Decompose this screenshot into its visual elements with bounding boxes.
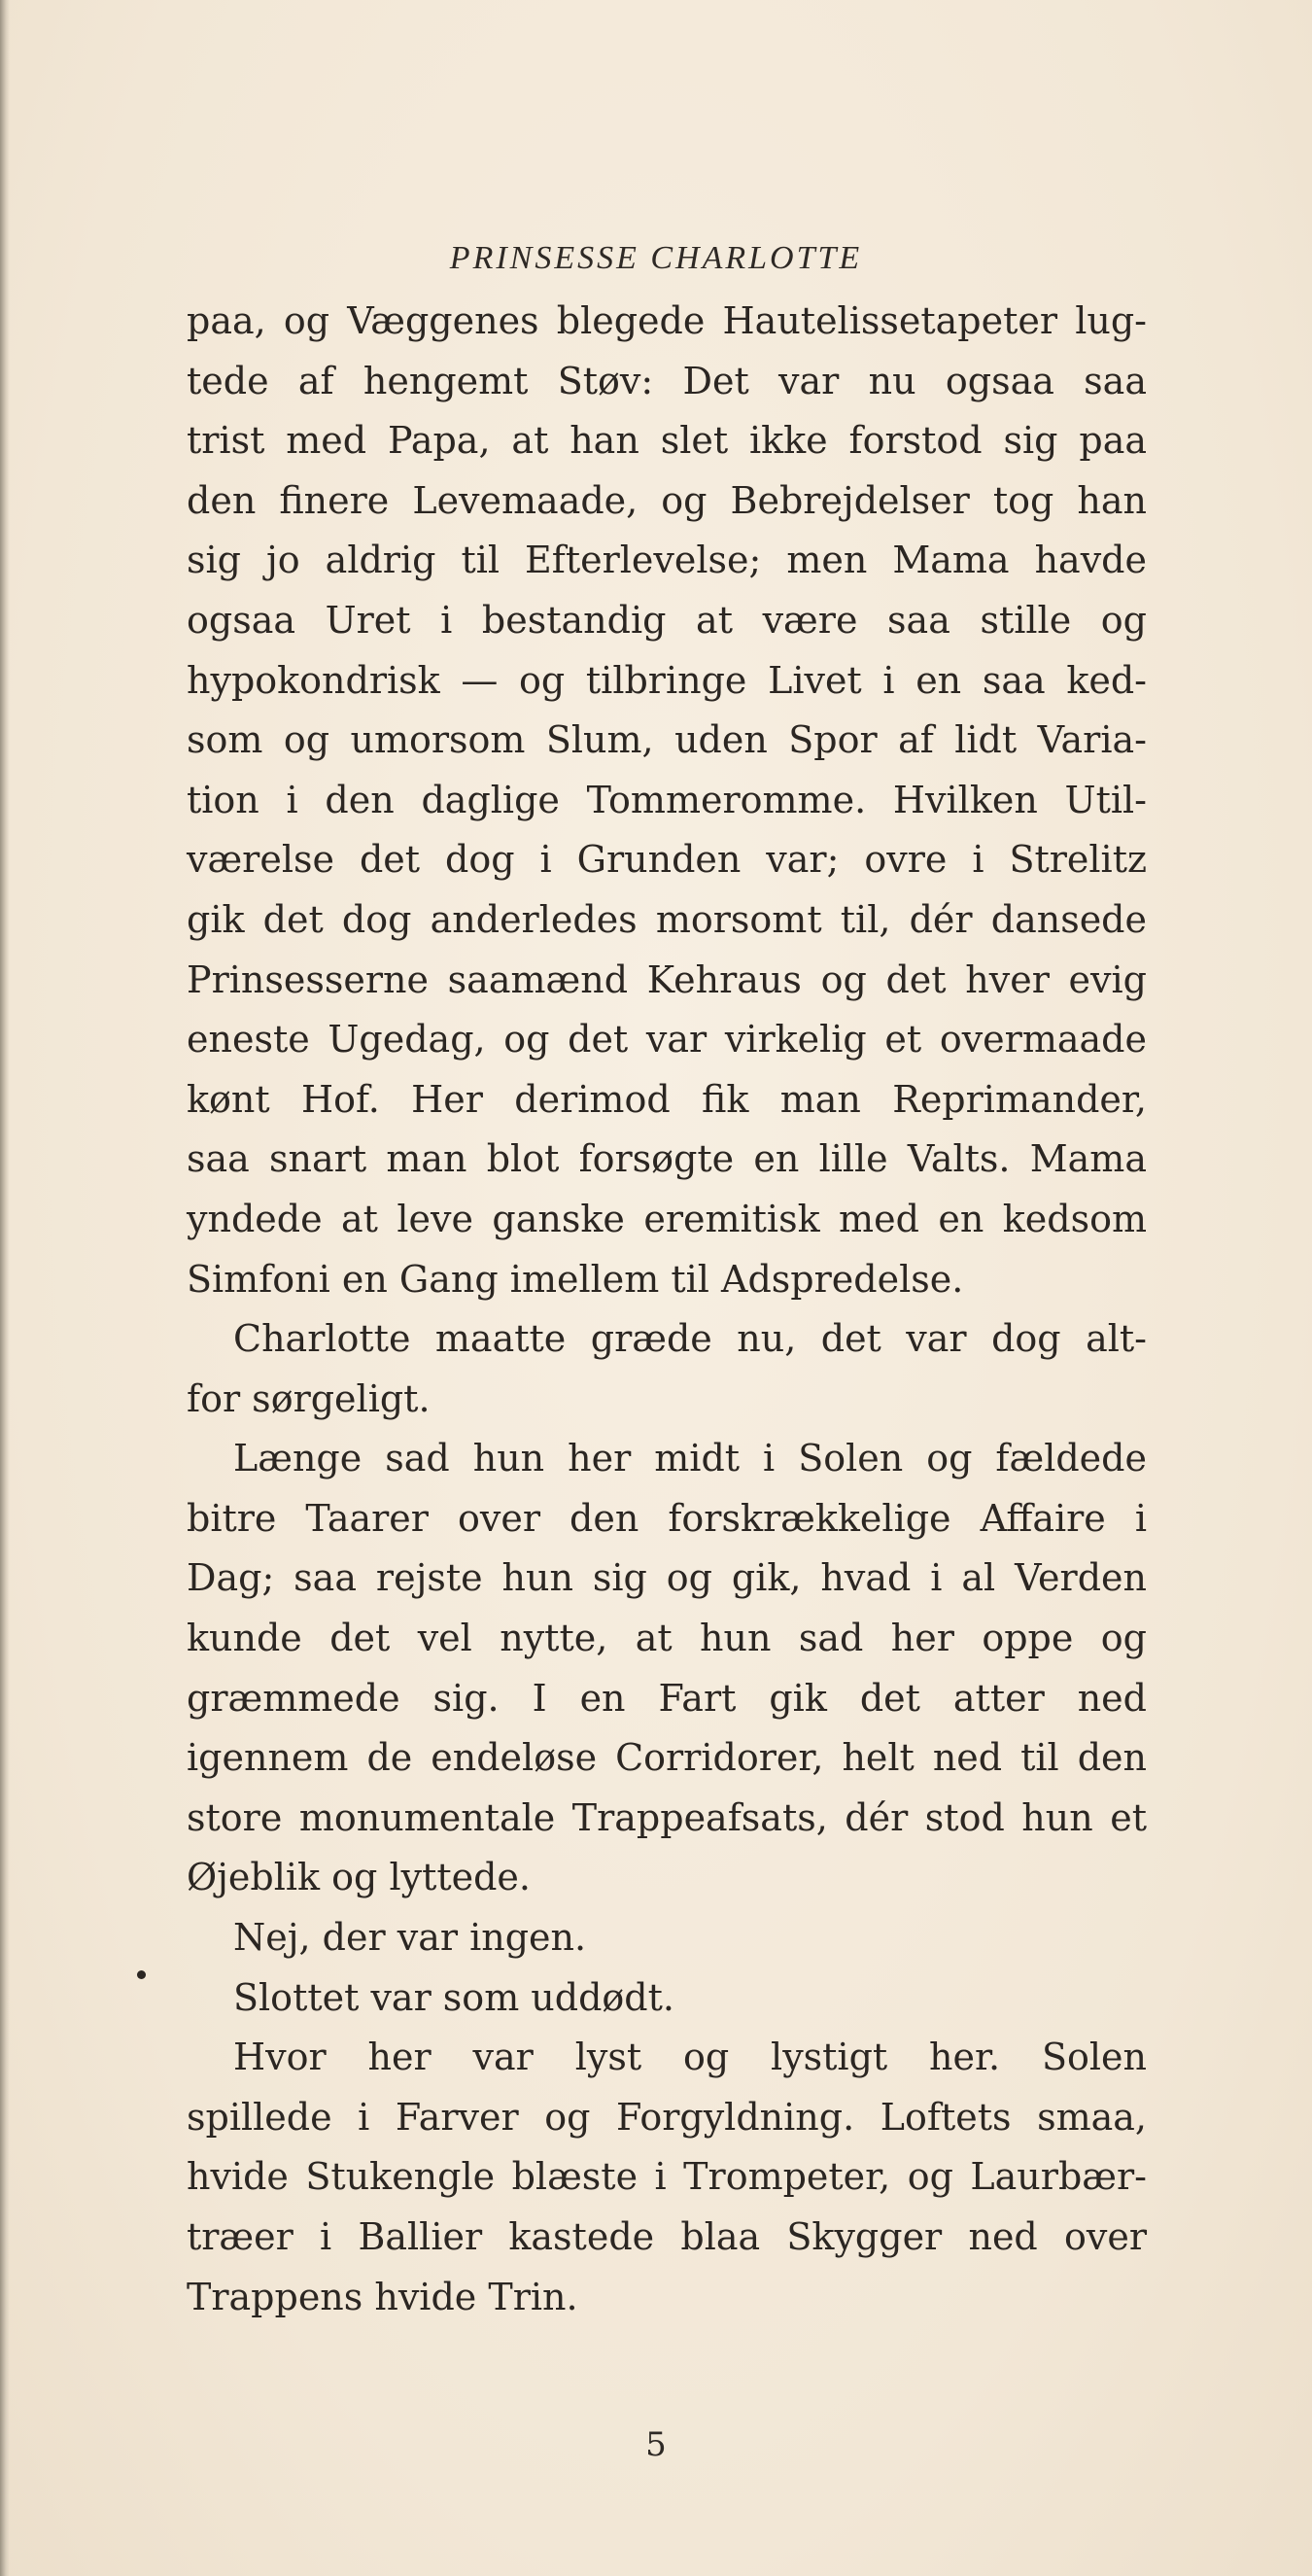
text-line: hypokondrisk — og tilbringe Livet i en saa ked-: [187, 658, 1147, 702]
text-line: tion i den daglige Tommeromme. Hvilken Util-: [187, 778, 1147, 821]
text-line: sig jo aldrig til Efterlevelse; men Mama havde: [187, 539, 1147, 582]
text-line: hvide Stukengle blæste i Trompeter, og Laurbær-: [187, 2155, 1147, 2199]
body-text: [187, 292, 1147, 2327]
text-line: igennem de endeløse Corridorer, helt ned til den: [187, 1736, 1147, 1780]
text-line: kønt Hof. Her derimod fik man Reprimander,: [187, 1077, 1147, 1121]
text-line: Charlotte maatte græde nu, det var dog alt-: [233, 1317, 1147, 1361]
text-line: Længe sad hun her midt i Solen og fældede: [233, 1437, 1147, 1480]
text-line: træer i Ballier kastede blaa Skygger ned over: [187, 2215, 1147, 2258]
page-number: 5: [645, 2425, 667, 2464]
text-line: Simfoni en Gang imellem til Adspredelse.: [187, 1257, 964, 1301]
text-line: Dag; saa rejste hun sig og gik, hvad i al Verden: [187, 1556, 1147, 1600]
page-binding-edge: [0, 0, 10, 2576]
text-line: Slottet var som uddødt.: [233, 1975, 674, 2019]
text-line: store monumentale Trappeafsats, dér stod hun et: [187, 1795, 1147, 1839]
text-line: eneste Ugedag, og det var virkelig et overmaade: [187, 1018, 1147, 1062]
running-head: PRINSESSE CHARLOTTE: [449, 240, 863, 276]
text-line: tede af hengemt Støv: Det var nu ogsaa saa: [187, 359, 1147, 402]
text-line: for sørgeligt.: [187, 1376, 431, 1420]
margin-mark: [137, 1970, 146, 1979]
text-line: græmmede sig. I en Fart gik det atter ned: [187, 1676, 1147, 1720]
text-line: spillede i Farver og Forgyldning. Loftets smaa,: [187, 2095, 1147, 2139]
text-line: yndede at leve ganske eremitisk med en kedsom: [187, 1197, 1147, 1240]
text-line: paa, og Væggenes blegede Hautelissetapeter lug-: [187, 299, 1147, 342]
text-line: som og umorsom Slum, uden Spor af lidt Varia-: [187, 718, 1147, 762]
text-line: ogsaa Uret i bestandig at være saa stille og: [187, 598, 1147, 642]
text-line: Hvor her var lyst og lystigt her. Solen: [233, 2036, 1147, 2079]
text-line: værelse det dog i Grunden var; ovre i Strelitz: [187, 838, 1147, 882]
text-line: bitre Taarer over den forskrækkelige Affaire i: [187, 1496, 1147, 1540]
text-line: Nej, der var ingen.: [233, 1916, 587, 1960]
text-line: den finere Levemaade, og Bebrejdelser tog han: [187, 478, 1147, 522]
text-line: saa snart man blot forsøgte en lille Valts. Mama: [187, 1137, 1147, 1181]
text-line: Øjeblik og lyttede.: [187, 1856, 531, 1899]
text-line: kunde det vel nytte, at hun sad her oppe og: [187, 1617, 1147, 1660]
text-line: Trappens hvide Trin.: [187, 2275, 578, 2318]
text-line: trist med Papa, at han slet ikke forstod sig paa: [187, 419, 1147, 463]
text-line: gik det dog anderledes morsomt til, dér dansede: [187, 897, 1147, 941]
text-line: Prinsesserne saamænd Kehraus og det hver evig: [187, 957, 1147, 1001]
